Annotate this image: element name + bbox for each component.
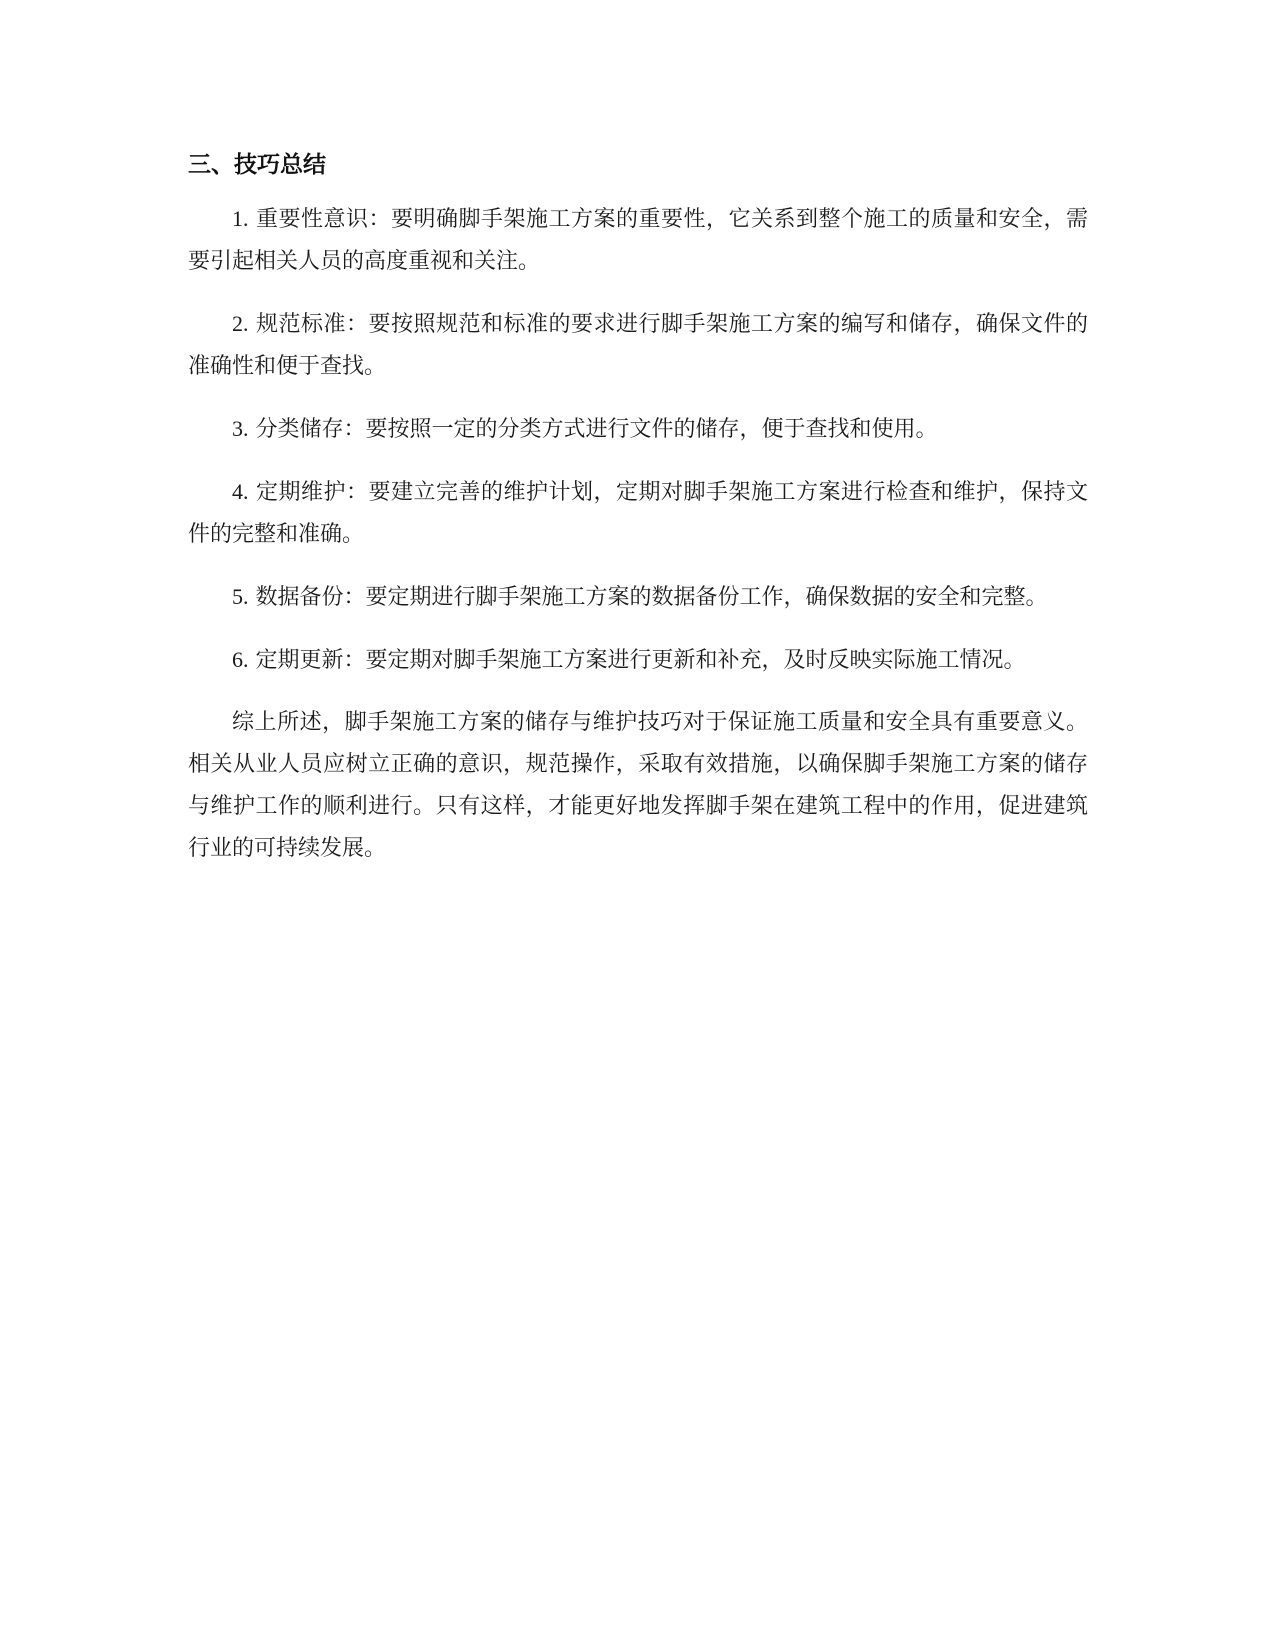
list-item-text: 规范标准：要按照规范和标准的要求进行脚手架施工方案的编写和储存，确保文件的准确性和便于查找。 — [188, 312, 1088, 379]
list-item-5 — [188, 576, 1088, 619]
list-item-number: 3. — [232, 416, 249, 441]
list-item-3 — [188, 408, 1088, 451]
list-item-2 — [188, 303, 1088, 388]
list-item-text: 分类储存：要按照一定的分类方式进行文件的储存，便于查找和使用。 — [255, 417, 938, 442]
list-item-text: 重要性意识：要明确脚手架施工方案的重要性，它关系到整个施工的质量和安全，需要引起相关人员的高度重视和关注。 — [188, 207, 1088, 274]
list-item-number: 4. — [232, 479, 249, 504]
list-item-number: 1. — [232, 206, 249, 231]
list-item-text: 定期维护：要建立完善的维护计划，定期对脚手架施工方案进行检查和维护，保持文件的完整和准确。 — [188, 480, 1088, 547]
document-body — [188, 148, 1088, 890]
list-item-4 — [188, 471, 1088, 556]
list-item-text: 数据备份：要定期进行脚手架施工方案的数据备份工作，确保数据的安全和完整。 — [255, 585, 1048, 610]
list-item-number: 2. — [232, 311, 249, 336]
list-item-text: 定期更新：要定期对脚手架施工方案进行更新和补充，及时反映实际施工情况。 — [255, 648, 1026, 673]
section-heading: 三、技巧总结 — [188, 152, 326, 178]
list-item-1 — [188, 198, 1088, 283]
conclusion-paragraph: 综上所述，脚手架施工方案的储存与维护技巧对于保证施工质量和安全具有重要意义。相关从业人员应树立正确的意识，规范操作，采取有效措施，以确保脚手架施工方案的储存与维护工作的顺利进行。只有这样，才能更好地发挥脚手架在建筑工程中的作用，促进建筑行业的可持续发展。 — [188, 710, 1088, 861]
list-item-number: 6. — [232, 647, 249, 672]
list-item-number: 5. — [232, 584, 249, 609]
list-item-6 — [188, 639, 1088, 682]
